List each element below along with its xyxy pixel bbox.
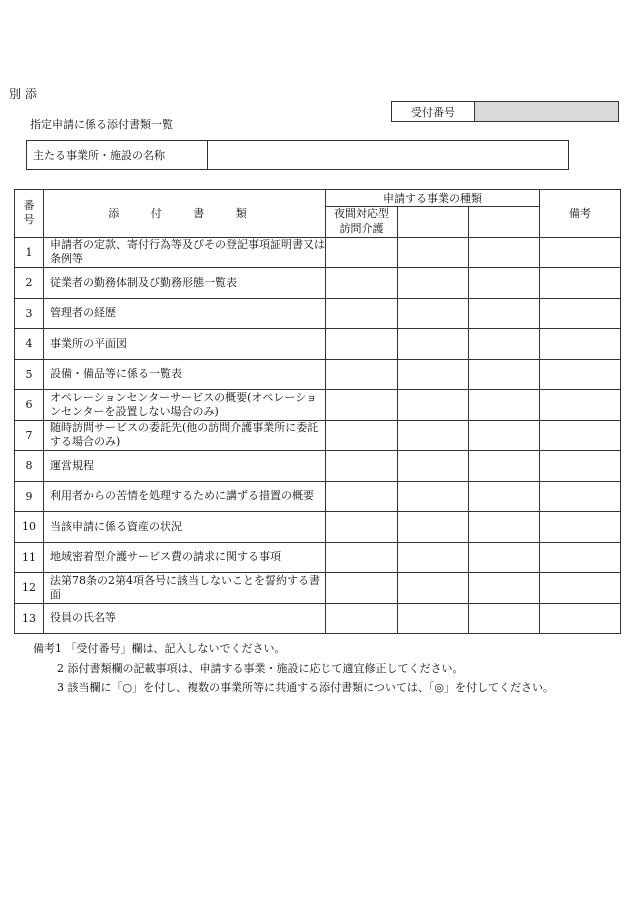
- service-1-check[interactable]: [326, 512, 398, 543]
- service-1-check[interactable]: [326, 573, 398, 604]
- document-name: 事業所の平面図: [44, 329, 326, 360]
- service-3-check[interactable]: [469, 390, 540, 421]
- notes: [33, 639, 554, 698]
- service-2-check[interactable]: [398, 603, 469, 634]
- document-name: 役員の氏名等: [44, 603, 326, 634]
- table-row: [15, 542, 621, 573]
- service-3-check[interactable]: [469, 298, 540, 329]
- document-name: 当該申請に係る資産の状況: [44, 512, 326, 543]
- table-row: [15, 268, 621, 299]
- remarks-cell[interactable]: [540, 390, 621, 421]
- row-number: 4: [15, 329, 44, 360]
- service-2-check[interactable]: [398, 298, 469, 329]
- row-number: 6: [15, 390, 44, 421]
- service-1-check[interactable]: [326, 390, 398, 421]
- receipt-number-field[interactable]: [475, 102, 618, 121]
- document-name: 従業者の勤務体制及び勤務形態一覧表: [44, 268, 326, 299]
- table-row: [15, 390, 621, 421]
- service-2-check[interactable]: [398, 359, 469, 390]
- service-1-check[interactable]: [326, 542, 398, 573]
- service-2-check[interactable]: [398, 451, 469, 482]
- table-row: [15, 298, 621, 329]
- service-3-check[interactable]: [469, 512, 540, 543]
- remarks-cell[interactable]: [540, 420, 621, 451]
- service-1-check[interactable]: [326, 329, 398, 360]
- service-2-check[interactable]: [398, 237, 469, 268]
- receipt-number-label: 受付番号: [392, 102, 475, 121]
- service-3-check[interactable]: [469, 451, 540, 482]
- header-number: [15, 190, 44, 238]
- remarks-cell[interactable]: [540, 542, 621, 573]
- service-3-check[interactable]: [469, 481, 540, 512]
- row-number: 1: [15, 237, 44, 268]
- service-1-check[interactable]: [326, 298, 398, 329]
- row-number: 5: [15, 359, 44, 390]
- header-service-types: 申請する事業の種類: [326, 190, 540, 207]
- document-name: 管理者の経歴: [44, 298, 326, 329]
- document-name: 法第78条の2第4項各号に該当しないことを誓約する書面: [44, 573, 326, 604]
- remarks-cell[interactable]: [540, 237, 621, 268]
- remarks-cell[interactable]: [540, 481, 621, 512]
- service-2-check[interactable]: [398, 542, 469, 573]
- row-number: 12: [15, 573, 44, 604]
- table-row: [15, 573, 621, 604]
- header-number-label: 番号: [23, 199, 35, 227]
- service-1-check[interactable]: [326, 603, 398, 634]
- service-1-check[interactable]: [326, 268, 398, 299]
- header-service-3: [469, 207, 540, 238]
- document-name: 利用者からの苦情を処理するために講ずる措置の概要: [44, 481, 326, 512]
- header-service-1: [326, 207, 398, 238]
- service-3-check[interactable]: [469, 573, 540, 604]
- service-2-check[interactable]: [398, 268, 469, 299]
- row-number: 10: [15, 512, 44, 543]
- note-3: 3 該当欄に「○」を付し、複数の事業所等に共通する添付書類については、「◎」を付してください。: [57, 681, 554, 694]
- facility-name-box: [26, 140, 569, 170]
- row-number: 13: [15, 603, 44, 634]
- document-name: 地域密着型介護サービス費の請求に関する事項: [44, 542, 326, 573]
- service-1-check[interactable]: [326, 359, 398, 390]
- attachments-table: [14, 189, 621, 634]
- service-1-check[interactable]: [326, 420, 398, 451]
- remarks-cell[interactable]: [540, 573, 621, 604]
- document-name: 随時訪問サービスの委託先(他の訪問介護事業所に委託する場合のみ): [44, 420, 326, 451]
- facility-name-field[interactable]: [208, 141, 568, 169]
- remarks-cell[interactable]: [540, 359, 621, 390]
- table-row: [15, 481, 621, 512]
- service-3-check[interactable]: [469, 359, 540, 390]
- table-row: [15, 420, 621, 451]
- table-row: [15, 329, 621, 360]
- document-name: 設備・備品等に係る一覧表: [44, 359, 326, 390]
- note-1: 備考1 「受付番号」欄は、記入しないでください。: [33, 642, 286, 655]
- header-documents: 添 付 書 類: [44, 190, 326, 238]
- service-2-check[interactable]: [398, 512, 469, 543]
- document-name: 運営規程: [44, 451, 326, 482]
- service-1-check[interactable]: [326, 481, 398, 512]
- note-2: 2 添付書類欄の記載事項は、申請する事業・施設に応じて適宜修正してください。: [57, 661, 464, 675]
- row-number: 7: [15, 420, 44, 451]
- facility-name-label: 主たる事業所・施設の名称: [27, 141, 208, 169]
- header-remarks: 備考: [540, 190, 621, 238]
- table-row: [15, 512, 621, 543]
- remarks-cell[interactable]: [540, 298, 621, 329]
- service-1-check[interactable]: [326, 451, 398, 482]
- service-3-check[interactable]: [469, 237, 540, 268]
- remarks-cell[interactable]: [540, 512, 621, 543]
- service-3-check[interactable]: [469, 268, 540, 299]
- document-name: オペレーションセンターサービスの概要(オペレーションセンターを設置しない場合のみ): [44, 390, 326, 421]
- receipt-number-box: [391, 101, 619, 122]
- service-1-check[interactable]: [326, 237, 398, 268]
- row-number: 11: [15, 542, 44, 573]
- row-number: 8: [15, 451, 44, 482]
- service-3-check[interactable]: [469, 420, 540, 451]
- annex-label: 別 添: [9, 87, 37, 101]
- service-2-check[interactable]: [398, 573, 469, 604]
- document-name: 申請者の定款、寄付行為等及びその登記事項証明書又は条例等: [44, 237, 326, 268]
- service-2-check[interactable]: [398, 420, 469, 451]
- remarks-cell[interactable]: [540, 451, 621, 482]
- header-service-2: [398, 207, 469, 238]
- page-title: 指定申請に係る添付書類一覧: [30, 118, 173, 131]
- service-2-check[interactable]: [398, 390, 469, 421]
- row-number: 9: [15, 481, 44, 512]
- row-number: 2: [15, 268, 44, 299]
- row-number: 3: [15, 298, 44, 329]
- service-3-check[interactable]: [469, 329, 540, 360]
- table-row: [15, 451, 621, 482]
- table-row: [15, 237, 621, 268]
- header-service-1-label: 夜間対応型訪問介護: [334, 207, 389, 235]
- service-2-check[interactable]: [398, 481, 469, 512]
- table-row: [15, 603, 621, 634]
- remarks-cell[interactable]: [540, 329, 621, 360]
- service-2-check[interactable]: [398, 329, 469, 360]
- service-3-check[interactable]: [469, 603, 540, 634]
- table-row: [15, 359, 621, 390]
- remarks-cell[interactable]: [540, 268, 621, 299]
- service-3-check[interactable]: [469, 542, 540, 573]
- remarks-cell[interactable]: [540, 603, 621, 634]
